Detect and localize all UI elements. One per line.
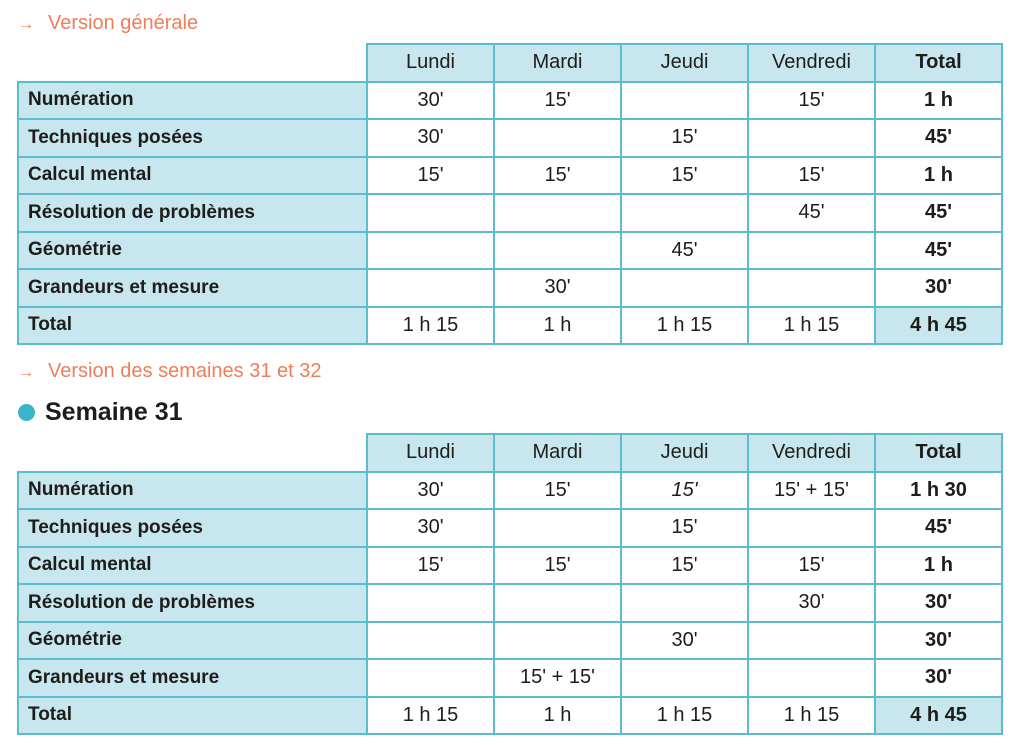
row-label: Résolution de problèmes [18,584,367,622]
arrow-right-icon: → [18,364,34,381]
arrow-right-icon: → [18,16,34,33]
table-cell: 30' [367,509,494,547]
row-label: Numération [18,82,367,120]
row-total-cell: 45' [875,509,1002,547]
table-cell [748,622,875,660]
table-cell: 45' [621,232,748,270]
table-cell: 15' [621,547,748,585]
table-row [18,157,1002,195]
table-cell: 1 h [494,307,621,345]
table-row [18,547,1002,585]
row-label: Grandeurs et mesure [18,659,367,697]
row-label: Résolution de problèmes [18,194,367,232]
row-total-cell: 1 h [875,82,1002,120]
table-cell: 15' [494,472,621,510]
row-label: Géométrie [18,232,367,270]
empty-corner-cell [18,44,367,82]
table-cell [367,622,494,660]
schedule-table-week-31 [17,433,1003,735]
table-cell [494,194,621,232]
table-cell: 15' [748,82,875,120]
table-cell: 15' [367,547,494,585]
table-row [18,269,1002,307]
table-cell: 15' [621,157,748,195]
table-cell [748,269,875,307]
column-header-lundi: Lundi [367,44,494,82]
table-total-row [18,697,1002,735]
table-cell [494,622,621,660]
row-label: Géométrie [18,622,367,660]
table-header-row [18,44,1002,82]
table-cell: 15' [621,119,748,157]
table-cell [494,584,621,622]
table-cell: 30' [621,622,748,660]
table-cell [367,269,494,307]
table-cell: 30' [494,269,621,307]
empty-corner-cell [18,434,367,472]
table-cell: 1 h 15 [748,307,875,345]
column-header-vendredi: Vendredi [748,434,875,472]
table-cell [367,232,494,270]
table-total-row [18,307,1002,345]
table-row [18,119,1002,157]
table-cell: 45' [748,194,875,232]
column-header-jeudi: Jeudi [621,44,748,82]
table-cell [367,584,494,622]
table-cell: 15' [748,547,875,585]
row-label: Techniques posées [18,509,367,547]
row-label: Grandeurs et mesure [18,269,367,307]
table-cell [367,659,494,697]
table-cell: 30' [748,584,875,622]
table-cell: 30' [367,472,494,510]
table-row [18,622,1002,660]
row-total-cell: 30' [875,584,1002,622]
table-header-row [18,434,1002,472]
column-header-jeudi: Jeudi [621,434,748,472]
row-total-cell: 45' [875,194,1002,232]
table-cell: 1 h 15 [367,307,494,345]
table-row [18,659,1002,697]
table-cell [494,119,621,157]
column-header-mardi: Mardi [494,434,621,472]
table-cell: 15' [621,472,748,510]
table-cell: 15' [494,157,621,195]
table-cell [748,232,875,270]
table-cell [494,509,621,547]
row-label: Numération [18,472,367,510]
table-cell [621,82,748,120]
row-label: Total [18,697,367,735]
section-title: Version des semaines 31 et 32 [48,360,322,382]
table-cell: 15' [494,547,621,585]
table-cell: 15' + 15' [494,659,621,697]
table-cell: 15' [494,82,621,120]
table-cell: 1 h 15 [621,307,748,345]
table-cell: 15' + 15' [748,472,875,510]
column-header-total: Total [875,434,1002,472]
table-cell: 15' [621,509,748,547]
row-total-cell: 1 h 30 [875,472,1002,510]
table-cell [621,659,748,697]
table-cell [748,659,875,697]
row-total-cell: 30' [875,622,1002,660]
row-label: Calcul mental [18,157,367,195]
column-header-total: Total [875,44,1002,82]
table-row [18,584,1002,622]
table-cell: 1 h 15 [367,697,494,735]
section-heading-weeks [18,360,322,383]
table-cell [494,232,621,270]
row-label: Calcul mental [18,547,367,585]
table-cell: 15' [367,157,494,195]
table-row [18,472,1002,510]
grand-total-cell: 4 h 45 [875,307,1002,345]
table-cell: 15' [748,157,875,195]
table-row [18,194,1002,232]
row-label: Total [18,307,367,345]
table-row [18,509,1002,547]
week-heading [18,398,183,427]
row-total-cell: 1 h [875,157,1002,195]
week-title: Semaine 31 [45,398,183,426]
bullet-dot-icon [18,404,35,421]
table-cell: 1 h 15 [621,697,748,735]
table-cell [621,269,748,307]
row-label: Techniques posées [18,119,367,157]
column-header-mardi: Mardi [494,44,621,82]
table-cell: 30' [367,119,494,157]
row-total-cell: 30' [875,269,1002,307]
section-heading-general [18,12,198,35]
row-total-cell: 1 h [875,547,1002,585]
table-cell: 1 h [494,697,621,735]
table-cell [367,194,494,232]
grand-total-cell: 4 h 45 [875,697,1002,735]
row-total-cell: 45' [875,232,1002,270]
row-total-cell: 30' [875,659,1002,697]
section-title: Version générale [48,12,199,34]
schedule-table-general [17,43,1003,345]
table-cell [748,509,875,547]
table-row [18,232,1002,270]
table-cell: 30' [367,82,494,120]
column-header-vendredi: Vendredi [748,44,875,82]
table-cell [621,584,748,622]
table-cell [748,119,875,157]
table-cell [621,194,748,232]
column-header-lundi: Lundi [367,434,494,472]
table-cell: 1 h 15 [748,697,875,735]
row-total-cell: 45' [875,119,1002,157]
table-row [18,82,1002,120]
